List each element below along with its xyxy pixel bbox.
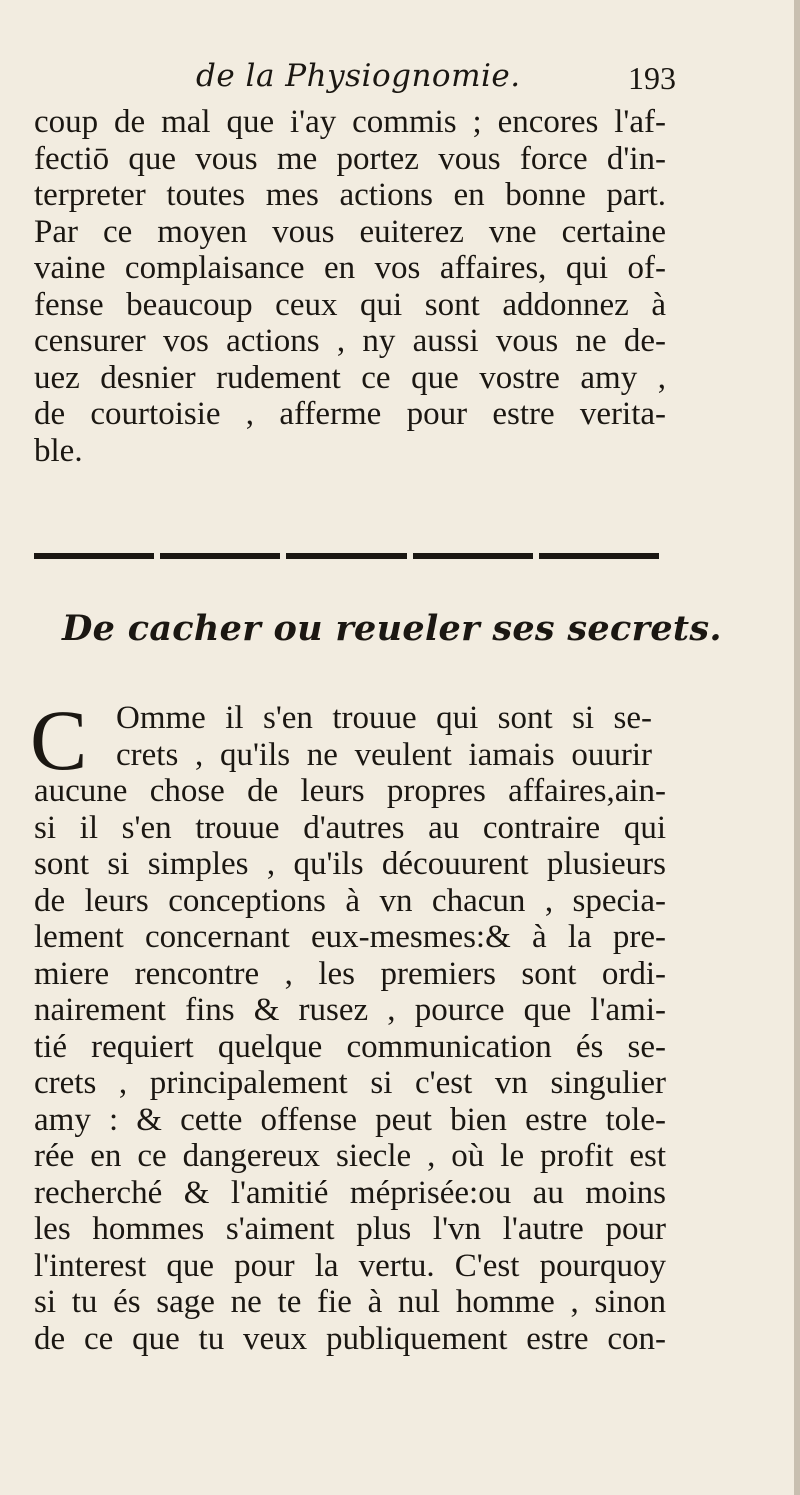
page-header (36, 54, 676, 102)
text-line: vaine complaisance en vos affaires, qui of- (34, 250, 666, 286)
text-line: si tu és sage ne te fie à nul homme , sinon (34, 1284, 666, 1320)
page-edge (794, 0, 800, 1495)
text-line: recherché & l'amitié méprisée:ou au moins (34, 1174, 666, 1211)
text-line: crets , qu'ils ne veulent iamais ouurir (116, 736, 652, 773)
text-line: Omme il s'en trouue qui sont si se- (116, 700, 652, 736)
text-line: lement concernant eux-mesmes:& à la pre- (34, 919, 666, 955)
text-line: fectiō que vous me portez vous force d'in- (34, 140, 666, 177)
paragraph-opening (116, 700, 652, 773)
text-line: crets , principalement si c'est vn singulier (34, 1065, 666, 1101)
text-line: de courtoisie , afferme pour estre verita- (34, 396, 666, 432)
text-line: de ce que tu veux publiquement estre con- (34, 1320, 666, 1357)
rule-segment (286, 553, 406, 559)
text-line: de leurs conceptions à vn chacun , specia- (34, 882, 666, 919)
rule-segment (160, 553, 280, 559)
ornamental-rule (34, 551, 659, 561)
text-line: Par ce moyen vous euiterez vne certaine (34, 213, 666, 250)
text-line: l'interest que pour la vertu. C'est pourquoy (34, 1247, 666, 1284)
text-line: si il s'en trouue d'autres au contraire qui (34, 809, 666, 846)
rule-segment (34, 553, 154, 559)
text-line: les hommes s'aiment plus l'vn l'autre pour (34, 1211, 666, 1247)
text-line: terpreter toutes mes actions en bonne part. (34, 177, 666, 213)
text-line: aucune chose de leurs propres affaires,ain- (34, 773, 666, 809)
text-line: ble. (34, 432, 83, 469)
paragraph-continued (34, 104, 666, 469)
paragraph-body (34, 773, 666, 1357)
text-line: tié requiert quelque communication és se- (34, 1028, 666, 1065)
text-line: fense beaucoup ceux qui sont addonnez à (34, 286, 666, 323)
page-number: 193 (628, 60, 676, 96)
drop-cap: C (30, 692, 88, 788)
text-line: coup de mal que i'ay commis ; encores l'af- (34, 104, 666, 140)
rule-segment (539, 553, 659, 559)
text-line: uez desnier rudement ce que vostre amy , (34, 359, 666, 396)
text-line: miere rencontre , les premiers sont ordi- (34, 955, 666, 992)
text-line: censurer vos actions , ny aussi vous ne de- (34, 323, 666, 359)
running-title: de la Physiognomie. (196, 58, 521, 94)
text-line: nairement fins & rusez , pource que l'ami- (34, 992, 666, 1028)
section-heading: De cacher ou reueler ses secrets. (62, 608, 722, 649)
text-line: amy : & cette offense peut bien estre tole- (34, 1101, 666, 1138)
text-line: rée en ce dangereux siecle , où le profit est (34, 1138, 666, 1174)
rule-segment (413, 553, 533, 559)
text-line: sont si simples , qu'ils découurent plusieurs (34, 846, 666, 882)
